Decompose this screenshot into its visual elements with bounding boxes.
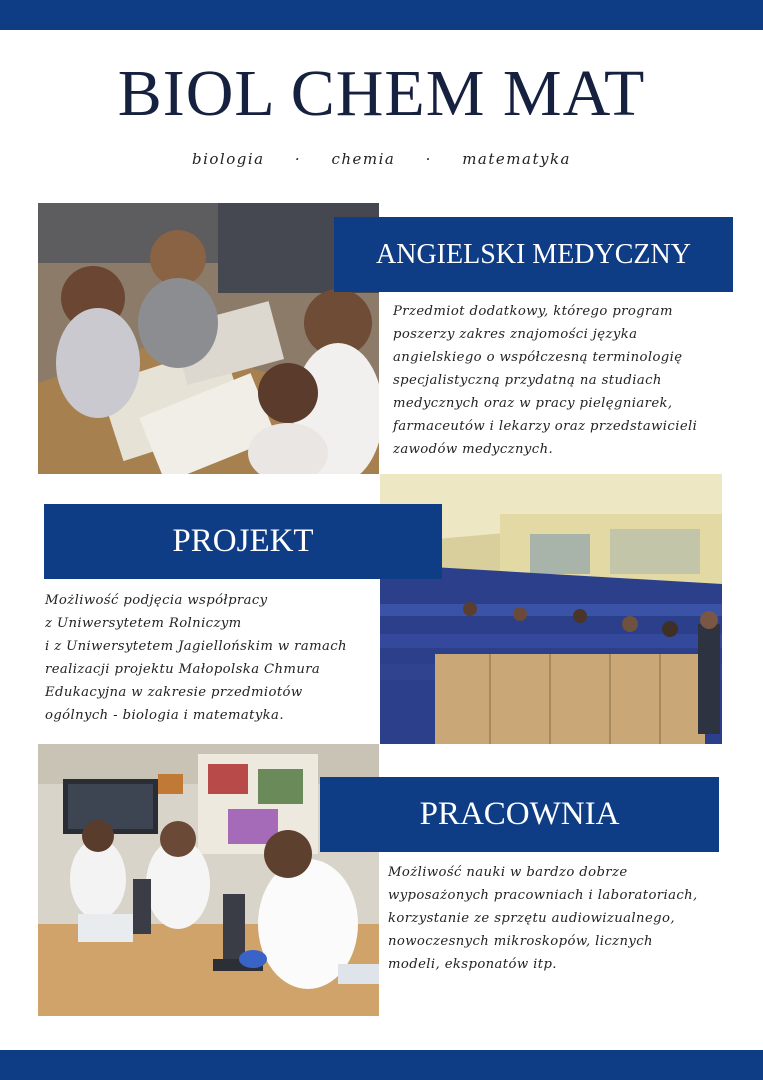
text-line: korzystanie ze sprzętu audiowizualnego, xyxy=(388,911,675,926)
subject-math: matematyka xyxy=(462,150,571,168)
text-line: Możliwość podjęcia współpracy xyxy=(45,593,268,608)
medical-english-description xyxy=(393,300,738,461)
heading-project: PROJEKT xyxy=(44,504,442,579)
text-line: realizacji projektu Małopolska Chmura xyxy=(45,662,321,677)
subject-chemistry: chemia xyxy=(331,150,396,168)
text-line: Możliwość nauki w bardzo dobrze xyxy=(388,865,628,880)
project-description xyxy=(45,589,380,727)
text-line: modeli, eksponatów itp. xyxy=(388,957,557,972)
bottom-bar xyxy=(0,1050,763,1080)
text-line: specjalistyczną przydatną na studiach xyxy=(393,373,662,388)
heading-medical-english: ANGIELSKI MEDYCZNY xyxy=(334,217,733,292)
page-title: BIOL CHEM MAT xyxy=(117,57,646,130)
separator-dot: · xyxy=(294,150,302,168)
text-line: nowoczesnych mikroskopów, licznych xyxy=(388,934,653,949)
text-line: wyposażonych pracowniach i laboratoriach, xyxy=(388,888,698,903)
text-line: farmaceutów i lekarzy oraz przedstawicieli xyxy=(393,419,698,434)
text-line: zawodów medycznych. xyxy=(393,442,554,457)
separator-dot: · xyxy=(425,150,432,168)
text-line: i z Uniwersytetem Jagiellońskim w ramach xyxy=(45,639,347,654)
subject-biology: biologia xyxy=(192,150,265,168)
lab-description xyxy=(388,861,743,976)
text-line: ogólnych - biologia i matematyka. xyxy=(45,708,284,723)
subject-list xyxy=(0,150,763,168)
heading-lab: PRACOWNIA xyxy=(320,777,719,852)
text-line: medycznych oraz w pracy pielęgniarek, xyxy=(393,396,673,411)
text-line: Przedmiot dodatkowy, którego program xyxy=(393,304,673,319)
text-line: z Uniwersytetem Rolniczym xyxy=(45,616,242,631)
top-bar xyxy=(0,0,763,30)
text-line: poszerzy zakres znajomości języka xyxy=(393,327,638,342)
text-line: angielskiego o współczesną terminologię xyxy=(393,350,683,365)
students-reading-photo xyxy=(38,203,379,474)
text-line: Edukacyjna w zakresie przedmiotów xyxy=(45,685,303,700)
